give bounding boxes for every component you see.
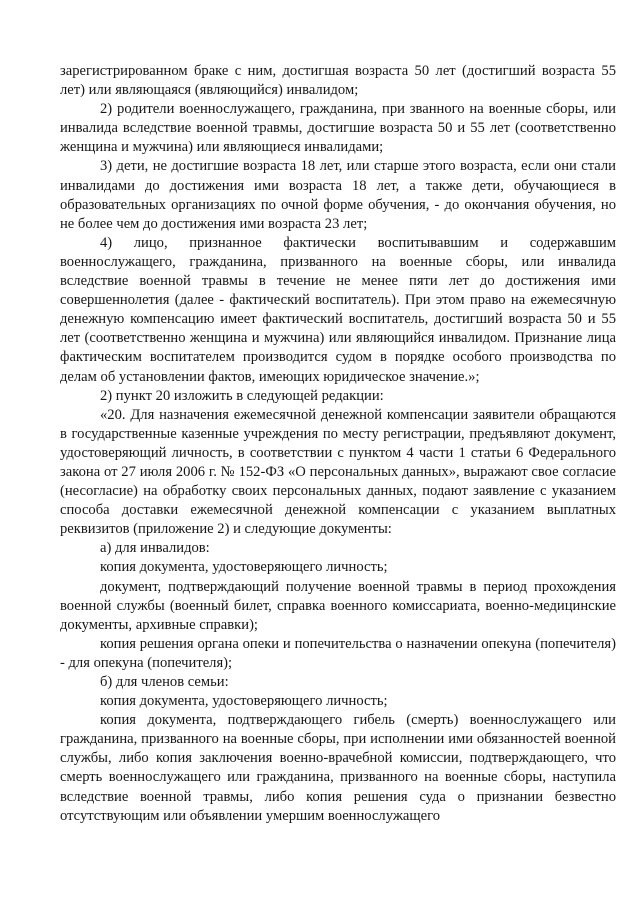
paragraph-13: копия документа, подтверждающего гибель (смерть) военнослужащего или гражданина, призванного на военные сборы, при исполнении ими обязанностей военной службы, либо копия заключения военно-врачебной комиссии, подтверждающего, что смерть военнослужащего или гражданина, призванного на военные сборы, наступила вследствие военной травмы, либо копия решения суда о признании безвестно отсутствующим или объявлении умершим военнослужащего bbox=[60, 712, 616, 824]
paragraph-11: б) для членов семьи: bbox=[100, 674, 229, 690]
paragraph-9: документ, подтверждающий получение военной травмы в период прохождения военной службы (военный билет, справка военного комиссариата, военно-медицинские документы, архивные справки); bbox=[60, 578, 616, 633]
paragraph-10: копия решения органа опеки и попечительства о назначении опекуна (попечителя) - для опекуна (попечителя); bbox=[60, 635, 616, 671]
paragraph-1: зарегистрированном браке с ним, достигшая возраста 50 лет (достигший возраста 55 лет) или являющаяся (являющийся) инвалидом; bbox=[60, 63, 616, 99]
paragraph-8: копия документа, удостоверяющего личность; bbox=[100, 559, 388, 576]
paragraph-4: 4) лицо, признанное фактически воспитывавшим и содержавшим военнослужащего, гражданина, призванного на военные сборы, или инвалида вследствие военной травмы в течение не менее пяти лет до достижения ими совершеннолетия (далее - фактический воспитатель). При этом право на ежемесячную денежную компенсацию имеет фактический воспитатель, достигший возраста 50 и 55 лет (соответственно женщина и мужчина) или являющийся инвалидом. Признание лица фактическим воспитателем производится судом в порядке особого производства по делам об установлении фактов, имеющих юридическое значение.»; bbox=[60, 234, 616, 385]
paragraph-5: 2) пункт 20 изложить в следующей редакции: bbox=[100, 387, 384, 404]
paragraph-2: 2) родители военнослужащего, гражданина, при званного на военные сборы, или инвалида вследствие военной травмы, достигшие возраста 50 и 55 лет (соответственно женщина и мужчина) или являющиеся инвалидами; bbox=[60, 101, 616, 156]
paragraph-3: 3) дети, не достигшие возраста 18 лет, или старше этого возраста, если они стали инвалидами до достижения ими возраста 18 лет, а также дети, обучающиеся в образовательных организациях по очной форме обучения, - до окончания обучения, но не более чем до достижения ими возраста 23 лет; bbox=[60, 158, 616, 232]
paragraph-12: копия документа, удостоверяющего личность; bbox=[100, 693, 388, 710]
paragraph-7: а) для инвалидов: bbox=[100, 540, 210, 557]
document-page bbox=[60, 62, 616, 826]
paragraph-6: «20. Для назначения ежемесячной денежной компенсации заявители обращаются в государственные казенные учреждения по месту регистрации, предъявляют документ, удостоверяющий личность, в соответствии с пунктом 4 части 1 статьи 6 Федерального закона от 27 июля 2006 г. № 152-ФЗ «О персональных данных», выражают свое согласие (несогласие) на обработку своих персональных данных, подают заявление с указанием способа доставки ежемесячной денежной компенсации с указанием выплатных реквизитов (приложение 2) и следующие документы: bbox=[60, 406, 616, 538]
